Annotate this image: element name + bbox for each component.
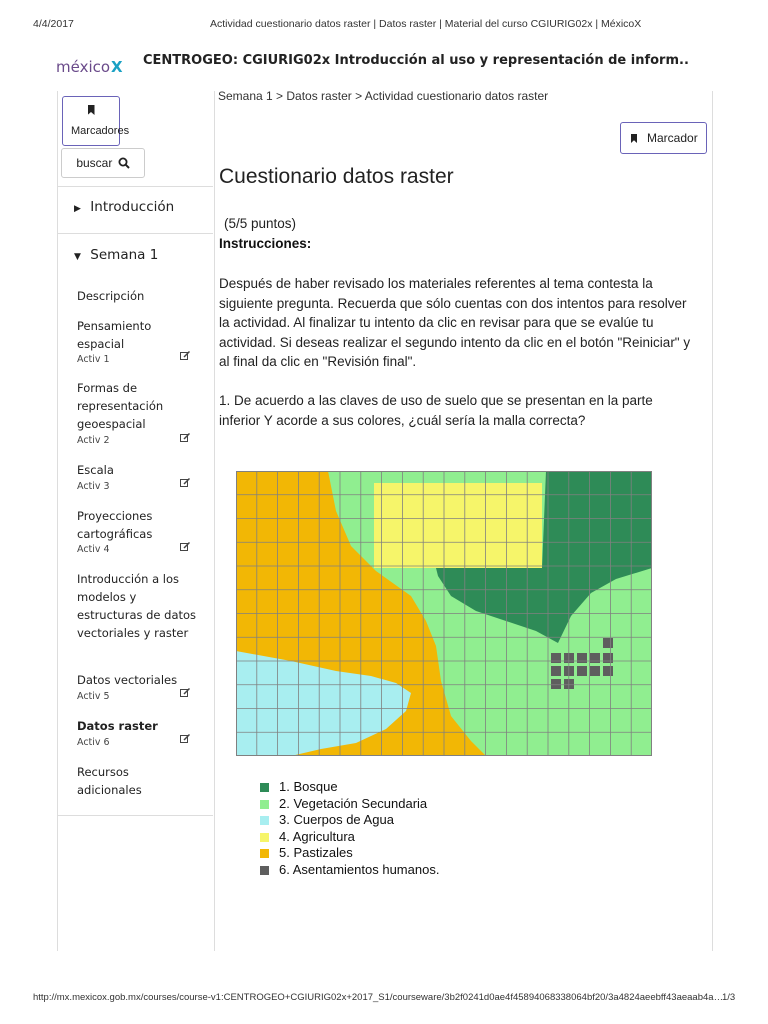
bookmark-button-label: Marcador	[647, 131, 698, 145]
print-document-title: Actividad cuestionario datos raster | Datos raster | Material del curso CGIURIG02x | MéxicoX	[210, 18, 642, 30]
raster-grid	[236, 471, 652, 756]
legend-label: 2. Vegetación Secundaria	[279, 795, 428, 811]
print-url: http://mx.mexicox.gob.mx/courses/course-v1:CENTROGEO+CGIURIG02x+2017_S1/courseware/3b2f0241d0ae4f45894068338064bf20/3a4824aeebff43aeaab4a…	[33, 992, 724, 1003]
sidebar-divider	[57, 186, 213, 187]
edit-icon	[180, 478, 190, 488]
section-modelos-estructuras[interactable]: Introducción a los modelos y estructuras de datos vectoriales y raster	[77, 572, 197, 640]
instructions-line: Después de haber revisado los materiales referentes al tema contesta la	[219, 276, 653, 291]
section-activity: Activ 1	[77, 354, 110, 365]
legend-label: 4. Agricultura	[279, 828, 355, 844]
section-activity: Activ 3	[77, 481, 110, 492]
section-escala[interactable]: Escala	[77, 463, 114, 477]
instructions-line: actividad. Si deseas realizar el segundo intento da clic en el botón "Reiniciar" y	[219, 334, 691, 350]
chapter-label: Semana 1	[90, 247, 159, 263]
question-line: inferior Y acorde a sus colores, ¿cuál sería la malla correcta?	[219, 412, 586, 428]
edit-icon	[180, 542, 190, 552]
agriculture-area	[374, 483, 542, 568]
chapter-semana-1[interactable]	[74, 247, 158, 263]
section-datos-vectoriales[interactable]: Datos vectoriales	[77, 673, 178, 687]
print-page-number: 1/3	[722, 992, 736, 1003]
legend-swatch	[260, 800, 269, 809]
edit-icon	[180, 688, 190, 698]
instructions-line: al final da clic en "Revisión final".	[219, 354, 417, 369]
legend-swatch	[260, 783, 269, 792]
breadcrumb[interactable]: Semana 1 > Datos raster > Actividad cuestionario datos raster	[218, 89, 549, 103]
search-button[interactable]	[61, 148, 145, 178]
course-org: CENTROGEO:	[143, 53, 239, 68]
section-pensamiento-espacial[interactable]: Pensamiento espacial	[77, 319, 152, 351]
land-use-raster-figure	[236, 471, 652, 756]
edit-icon	[180, 734, 190, 744]
logo-text: méxico	[56, 58, 111, 76]
edit-icon	[180, 351, 190, 361]
legend-swatch	[260, 816, 269, 825]
sidebar-divider	[57, 233, 213, 234]
points-score: (5/5 puntos)	[224, 216, 297, 231]
print-date: 4/4/2017	[33, 18, 74, 30]
search-icon	[118, 157, 130, 169]
legend-label: 6. Asentamientos humanos.	[279, 861, 440, 877]
page-title: Cuestionario datos raster	[219, 165, 454, 188]
bookmark-button[interactable]	[620, 122, 707, 154]
section-descripcion[interactable]: Descripción	[77, 289, 145, 303]
legend-swatch	[260, 849, 269, 858]
section-activity: Activ 6	[77, 737, 110, 748]
question-line: 1. De acuerdo a las claves de uso de suelo que se presentan en la parte	[219, 393, 653, 408]
chevron-right-icon: ▶	[74, 204, 81, 214]
instructions-line: siguiente pregunta. Recuerda que sólo cuentas con dos intentos para resolver	[219, 295, 687, 311]
section-datos-raster[interactable]: Datos raster	[77, 719, 158, 733]
course-title	[143, 53, 689, 68]
section-activity: Activ 2	[77, 435, 110, 446]
instructions-heading: Instrucciones:	[219, 236, 312, 251]
question-text	[219, 391, 707, 430]
legend-label: 3. Cuerpos de Agua	[279, 812, 394, 827]
bookmark-icon	[88, 105, 95, 115]
legend-label: 1. Bosque	[279, 779, 338, 794]
instructions-line: la actividad. Al finalizar tu intento da clic en revisar para que se evalúe tu	[219, 315, 654, 330]
edit-icon	[180, 433, 190, 443]
section-recursos-adicionales[interactable]: Recursos adicionales	[77, 765, 142, 797]
logo-mark: X	[111, 58, 123, 76]
legend-swatch	[260, 866, 269, 875]
mexicox-logo[interactable]	[56, 58, 123, 76]
bookmark-icon	[631, 134, 637, 143]
instructions-text	[219, 274, 707, 372]
legend-swatch	[260, 833, 269, 842]
bookmarks-button[interactable]	[62, 96, 130, 146]
section-proyecciones[interactable]: Proyecciones cartográficas	[77, 509, 153, 541]
search-label: buscar	[76, 156, 113, 170]
section-activity: Activ 4	[77, 544, 110, 555]
sidebar-divider	[57, 815, 213, 816]
bookmarks-label: Marcadores	[71, 125, 130, 137]
chevron-down-icon: ▼	[74, 252, 81, 262]
chapter-label: Introducción	[90, 199, 175, 215]
course-name: CGIURIG02x Introducción al uso y representación de inform..	[242, 53, 689, 68]
content-right-border	[712, 91, 713, 951]
legend-label: 5. Pastizales	[279, 845, 353, 860]
chapter-introduccion[interactable]	[74, 199, 174, 215]
section-activity: Activ 5	[77, 691, 110, 702]
section-formas-representacion[interactable]: Formas de representación geoespacial	[77, 381, 164, 431]
